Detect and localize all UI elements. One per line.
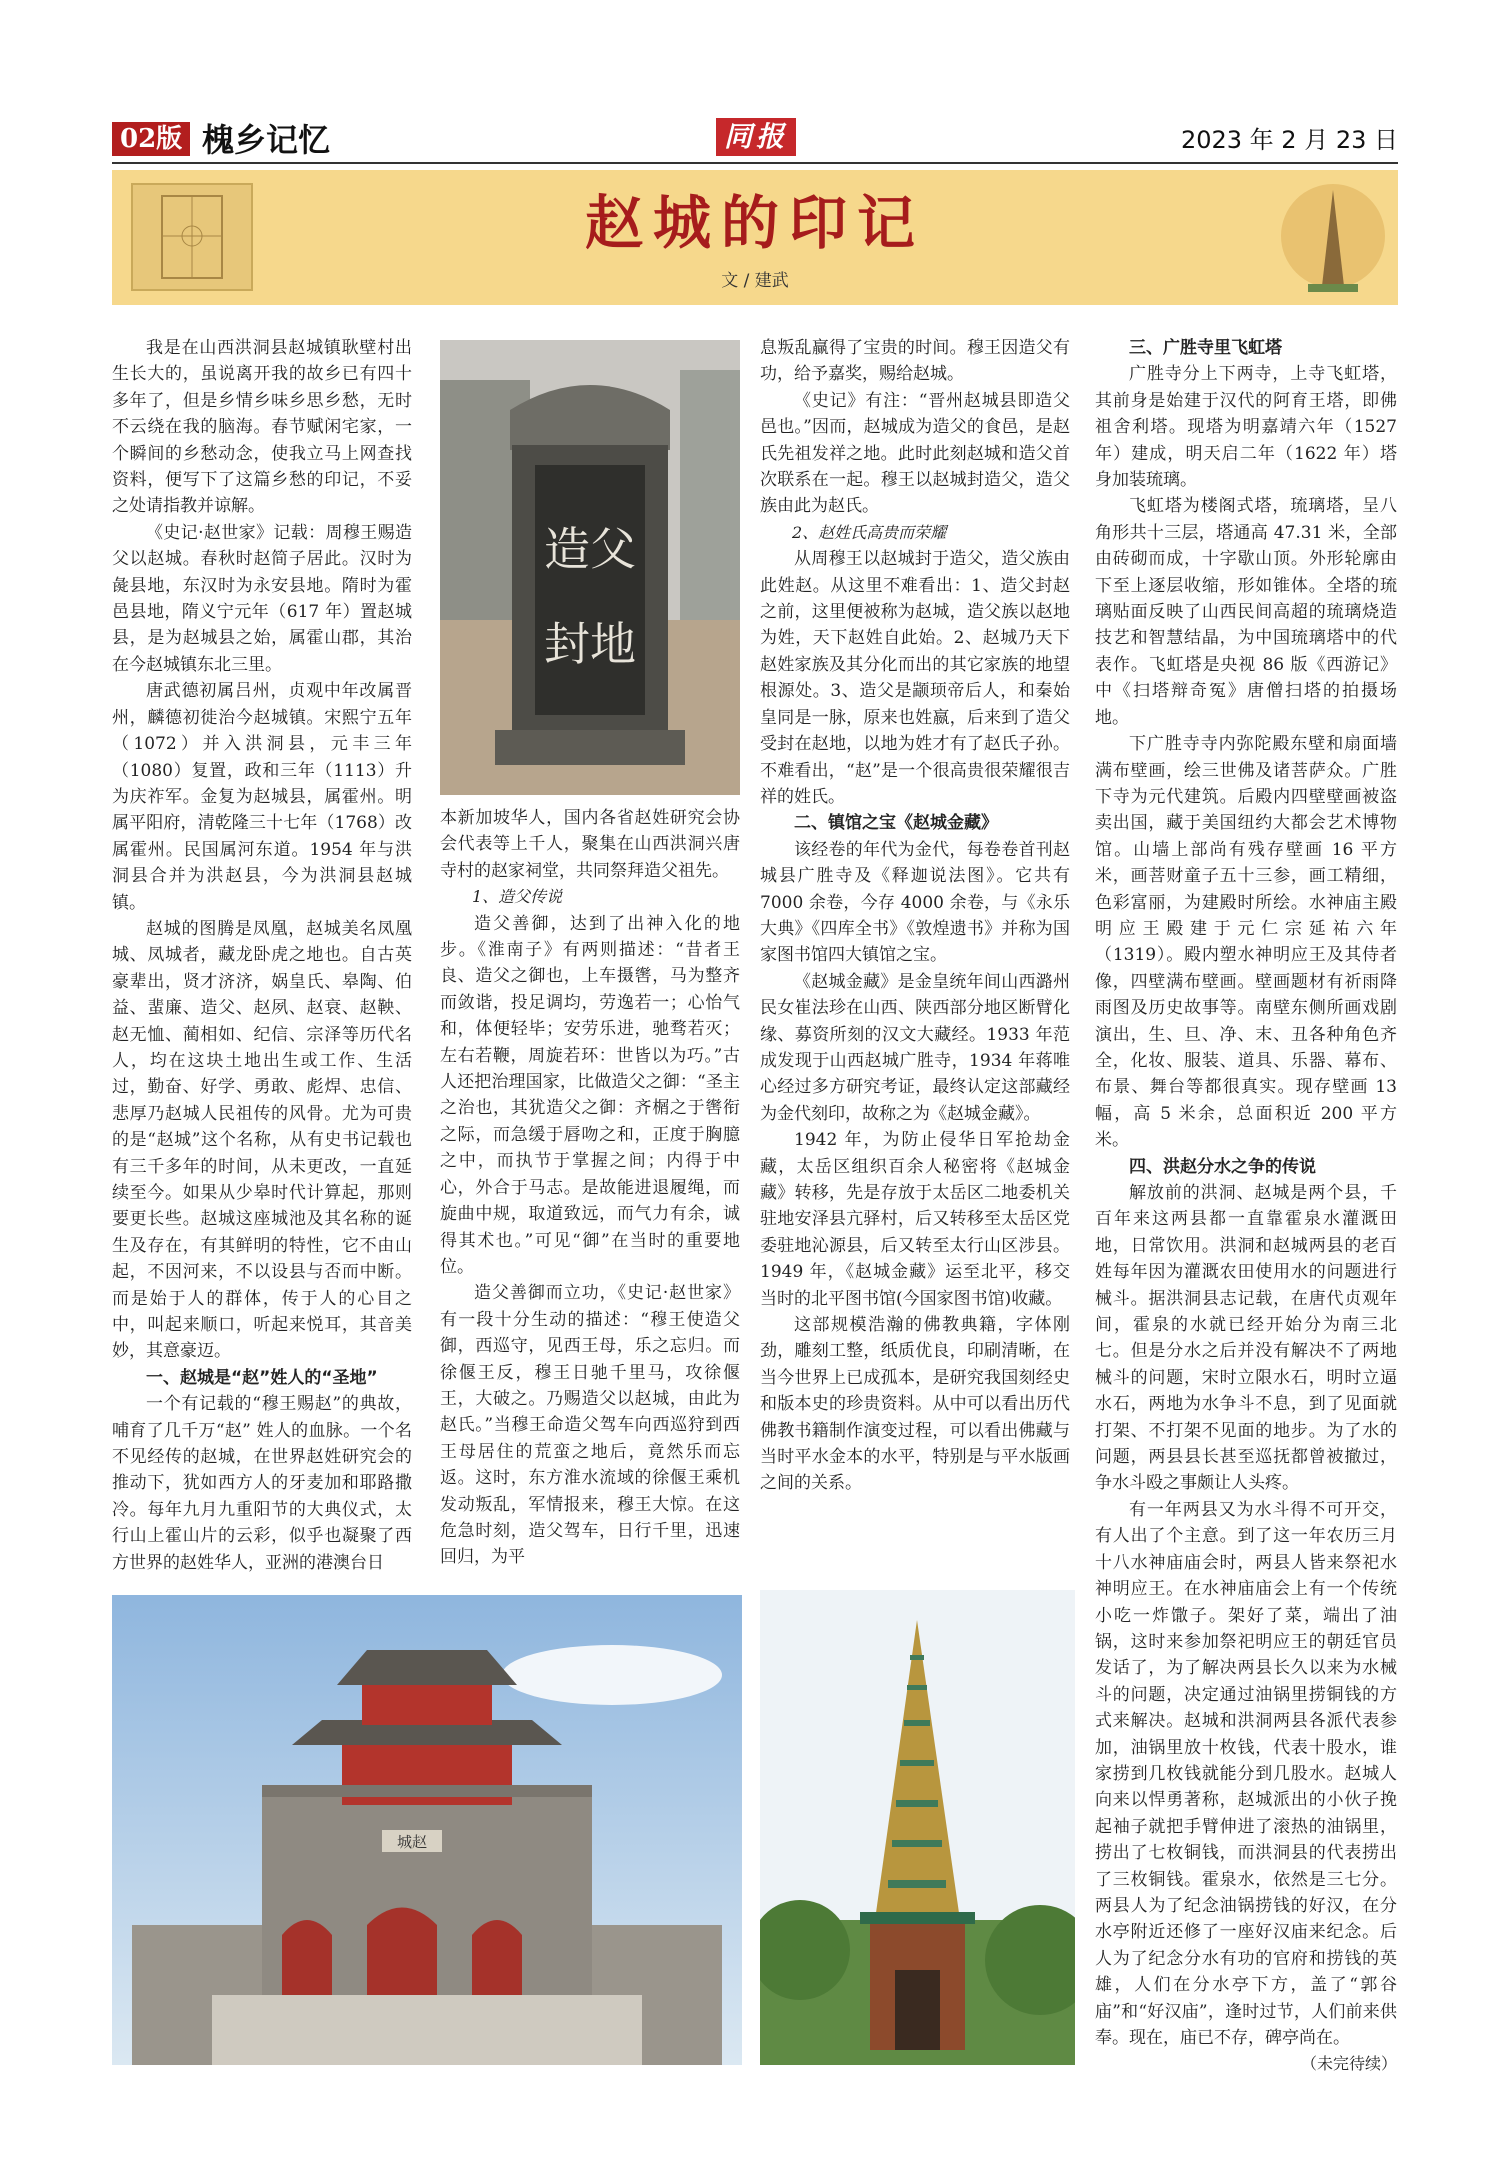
issue-badge: 02版 [112,122,190,156]
paragraph: 《史记》有注：“晋州赵城县即造父邑也。”因而，赵城成为造父的食邑，是赵氏先祖发祥之地。此时此刻赵城和造父首次联系在一起。穆王以赵城封造父，造父族由此为赵氏。 [760,390,1070,517]
paragraph: 下广胜寺寺内弥陀殿东壁和扇面墙满布壁画，绘三世佛及诸菩萨众。广胜下寺为元代建筑。后殿内四壁壁画被盗卖出国，藏于美国纽约大都会艺术博物馆。山墙上部尚有残存壁画 16 平方米，画菩财童子五十三参，画工精细，色彩富丽，为建殿时所绘。水神庙主殿明应王殿建于元仁宗延祐六年（1319）。殿内塑水神明应王及其侍者像，四壁满布壁画。壁画题材有祈雨降雨图及历史故事等。南壁东侧所画戏剧演出，生、旦、净、末、丑各种角色齐全，化妆、服装、道具、乐器、幕布、布景、舞台等都很真实。现存壁画 13 幅，高 5 米余，总面积近 200 平方米。 [1095,734,1397,1151]
section-heading: 四、洪赵分水之争的传说 [1129,1156,1316,1177]
section-title: 槐乡记忆 [202,121,331,159]
stele-text-1: 造父 [544,522,636,576]
paragraph: 这部规模浩瀚的佛教典籍，字体刚劲，雕刻工整，纸质优良，印刷清晰，在当今世界上已成孤本，是研究我国刻经史和版本史的珍贵资料。从中可以看出历代佛教书籍制作演变过程，可以看出佛藏与当时平水金本的水平，特别是与平水版画之间的关系。 [760,1315,1070,1494]
paragraph: 广胜寺分上下两寺，上寺飞虹塔，其前身是始建于汉代的阿育王塔，即佛祖舍利塔。现塔为明嘉靖六年（1527 年）建成，明天启二年（1622 年）塔身加装琉璃。 [1095,364,1397,491]
article-column-1 [112,335,412,1576]
masthead-rule [112,162,1398,164]
paragraph: 1942 年，为防止侵华日军抢劫金藏，太岳区组织百余人秘密将《赵城金藏》转移，先是存放于太岳区二地委机关驻地安泽县亢驿村，后又转移至太岳区党委驻地沁源县，后又转至太行山区涉县。1949 年，《赵城金藏》运至北平，移交当时的北平图书馆(今国家图书馆)收藏。 [760,1130,1070,1309]
subsection-heading: 1、造父传说 [472,887,563,907]
stele-text-2: 封地 [544,617,636,671]
gate-plaque-text: 城赵 [396,1833,428,1851]
article-column-4 [1095,335,1397,2078]
title-banner [112,170,1398,305]
paragraph: 唐武德初属吕州，贞观中年改属晋州，麟德初徙治今赵城镇。宋熙宁五年（1072）并入洪洞县，元丰三年（1080）复置，政和三年（1113）升为庆祚军。金复为赵城县，属霍州。明属平阳府，清乾隆三十七年（1768）改属霍州。民国属河东道。1954 年与洪洞县合并为洪赵县，今为洪洞县赵城镇。 [112,681,412,913]
article-title: 赵城的印记 [584,189,925,257]
paragraph: 本新加坡华人，国内各省赵姓研究会协会代表等上千人，聚集在山西洪洞兴唐寺村的赵家祠堂，共同祭拜造父祖先。 [440,808,740,881]
paragraph: 造父善御，达到了出神入化的地步。《淮南子》有两则描述：“昔者王良、造父之御也，上车摄辔，马为整齐而敛谐，投足调均，劳逸若一；心怡气和，体便轻毕；安劳乐进，驰骛若灭；左右若鞭，周旋若环：世皆以为巧。”古人还把治理国家，比做造父之御：“圣主之治也，其犹造父之御：齐榍之于辔衔之际，而急缓于唇吻之和，正度于胸臆之中，而执节于掌握之间；内得于中心，外合于马志。是故能进退履绳，而旋曲中规，取道致远，而气力有余，诚得其术也。”可见“御”在当时的重要地位。 [440,913,740,1277]
issue-date: 2023 年 2 月 23 日 [1180,126,1398,154]
section-heading: 一、赵城是“赵”姓人的“圣地” [146,1367,378,1388]
flying-rainbow-pagoda-photo [760,1590,1075,2065]
paragraph: 《史记·赵世家》记载：周穆王赐造父以赵城。春秋时赵简子居此。汉时为彘县地，东汉时为永安县地。隋时为霍邑县地，隋义宁元年（617 年）置赵城县，是为赵城县之始，属霍山郡，其治在今赵城镇东北三里。 [112,522,412,675]
subsection-heading: 2、赵姓氏高贵而荣耀 [792,522,947,542]
paragraph: 有一年两县又为水斗得不可开交，有人出了个主意。到了这一年农历三月十八水神庙庙会时，两县人皆来祭祀水神明应王。在水神庙庙会上有一个传统小吃一炸馓子。架好了菜，端出了油锅，这时来参加祭祀明应王的朝廷官员发话了，为了解决两县长久以来为水械斗的问题，决定通过油锅里捞铜钱的方式来解决。赵城和洪洞两县各派代表参加，油锅里放十枚钱，代表十股水，谁家捞到几枚钱就能分到几股水。赵城人向来以悍勇著称，赵城派出的小伙子挽起袖子就把手臂伸进了滚热的油锅里，捞出了七枚铜钱，而洪洞县的代表捞出了三枚铜钱。霍泉水，依然是三七分。两县人为了纪念油锅捞钱的好汉，在分水亭附近还修了一座好汉庙来纪念。后人为了纪念分水有功的官府和捞钱的英雄，人们在分水亭下方，盖了“郭谷庙”和“好汉庙”，逢时过节，人们前来供奉。现在，庙已不存，碑亭尚在。 [1095,1499,1397,2048]
article-column-2 [440,805,740,1571]
city-gate-photo [112,1595,742,2065]
paragraph: 从周穆王以赵城封于造父，造父族由此姓赵。从这里不难看出：1、造父封赵之前，这里便被称为赵城，造父族以赵地为姓，天下赵姓自此始。2、赵城乃天下赵姓家族及其分化而出的其它家族的地望根源处。3、造父是颛顼帝后人，和秦始皇同是一脉，原来也姓嬴，后来到了造父受封在赵地，以地为姓才有了赵氏子孙。不难看出，“赵”是一个很高贵很荣耀很吉祥的姓氏。 [760,549,1070,807]
paragraph: 造父善御而立功，《史记·赵世家》有一段十分生动的描述：“穆王使造父御，西巡守，见西王母，乐之忘归。而徐偃王反，穆王日驰千里马，攻徐偃王，大破之。乃赐造父以赵城，由此为赵氏。”当穆王命造父驾车向西巡狩到西王母居住的荒蛮之地后，竟然乐而忘返。这时，东方淮水流域的徐偃王乘机发动叛乱，军情报来，穆王大惊。在这危急时刻，造父驾车，日行千里，迅速回归，为平 [440,1283,740,1568]
paragraph: 息叛乱赢得了宝贵的时间。穆王因造父有功，给予嘉奖，赐给赵城。 [760,338,1070,385]
article-byline: 文 / 建武 [721,271,789,291]
paragraph: 飞虹塔为楼阁式塔，琉璃塔，呈八角形共十三层，塔通高 47.31 米，全部由砖砌而成，十字歇山顶。外形轮廓由下至上逐层收缩，形如锥体。全塔的琉璃贴面反映了山西民间高超的琉璃烧造技艺和智慧结晶，为中国琉璃塔中的代表作。飞虹塔是央视 86 版《西游记》中《扫塔辩奇冤》唐僧扫塔的拍摄场地。 [1095,496,1397,728]
stele-photo [440,340,740,795]
masthead [112,118,1398,162]
paragraph: 我是在山西洪洞县赵城镇耿壁村出生长大的，虽说离开我的故乡已有四十多年了，但是乡情乡味乡思乡愁，无时不云绕在我的脑海。春节赋闲宅家，一个瞬间的乡愁动念，使我立马上网查找资料，便写下了这篇乡愁的印记，不妥之处请指教并谅解。 [112,338,412,517]
section-heading: 三、广胜寺里飞虹塔 [1129,338,1282,358]
paragraph: 一个有记载的“穆王赐赵”的典故，哺育了几千万“赵” 姓人的血脉。一个名不见经传的赵城，在世界赵姓研究会的推动下，犹如西方人的牙麦加和耶路撒冷。每年九月九重阳节的大典仪式，太行山上霍山片的云彩，似乎也凝聚了西方世界的赵姓华人，亚洲的港澳台日 [112,1394,412,1573]
section-heading: 二、镇馆之宝《赵城金藏》 [794,813,998,834]
newspaper-logo: 同报 [716,118,796,156]
paragraph: 解放前的洪洞、赵城是两个县，千百年来这两县都一直靠霍泉水灌溉田地，日常饮用。洪洞和赵城两县的老百姓每年因为灌溉农田使用水的问题进行械斗。据洪洞县志记载，在唐代贞观年间，霍泉的水就已经开始分为南三北七。但是分水之后并没有解决不了两地械斗的问题，宋时立限水石，明时立逼水石，两地为水争斗不息，到了见面就打架、不打架不见面的地步。为了水的问题，两县县长甚至巡抚都曾被撤过，争水斗殴之事颇让人头疼。 [1095,1183,1397,1494]
paragraph: 《赵城金藏》是金皇统年间山西潞州民女崔法珍在山西、陕西部分地区断臂化缘、募资所刻的汉文大藏经。1933 年范成发现于山西赵城广胜寺，1934 年蒋唯心经过多方研究考证，最终认定这部藏经为金代刻印，故称之为《赵城金藏》。 [760,971,1070,1124]
article-column-3 [760,335,1070,1497]
continued-note: （未完待续） [1300,2054,1397,2074]
paragraph: 该经卷的年代为金代，每卷卷首刊赵城县广胜寺及《释迦说法图》。它共有 7000 余卷，今存 4000 余卷，与《永乐大典》《四库全书》《敦煌遗书》并称为国家图书馆四大镇馆之宝。 [760,839,1070,966]
paragraph: 赵城的图腾是凤凰，赵城美名凤凰城、凤城者，藏龙卧虎之地也。自古英豪辈出，贤才济济，娲皇氏、皋陶、伯益、蜚廉、造父、赵夙、赵衰、赵鞅、赵无恤、蔺相如、纪信、宗泽等历代名人，均在这块土地出生或工作、生活过，勤奋、好学、勇敢、彪焊、忠信、悲厚乃赵城人民祖传的风骨。尤为可贵的是“赵城”这个名称，从有史书记载也有三千多年的时间，从未更改，一直延续至今。如果从少皋时代计算起，那则要更长些。赵城这座城池及其名称的诞生及存在，有其鲜明的特性，它不由山起，不因河来，不以设县与否而中断。而是始于人的群体，传于人的心目之中，叫起来顺口，听起来悦耳，其音美妙，其意豪迈。 [112,918,412,1362]
